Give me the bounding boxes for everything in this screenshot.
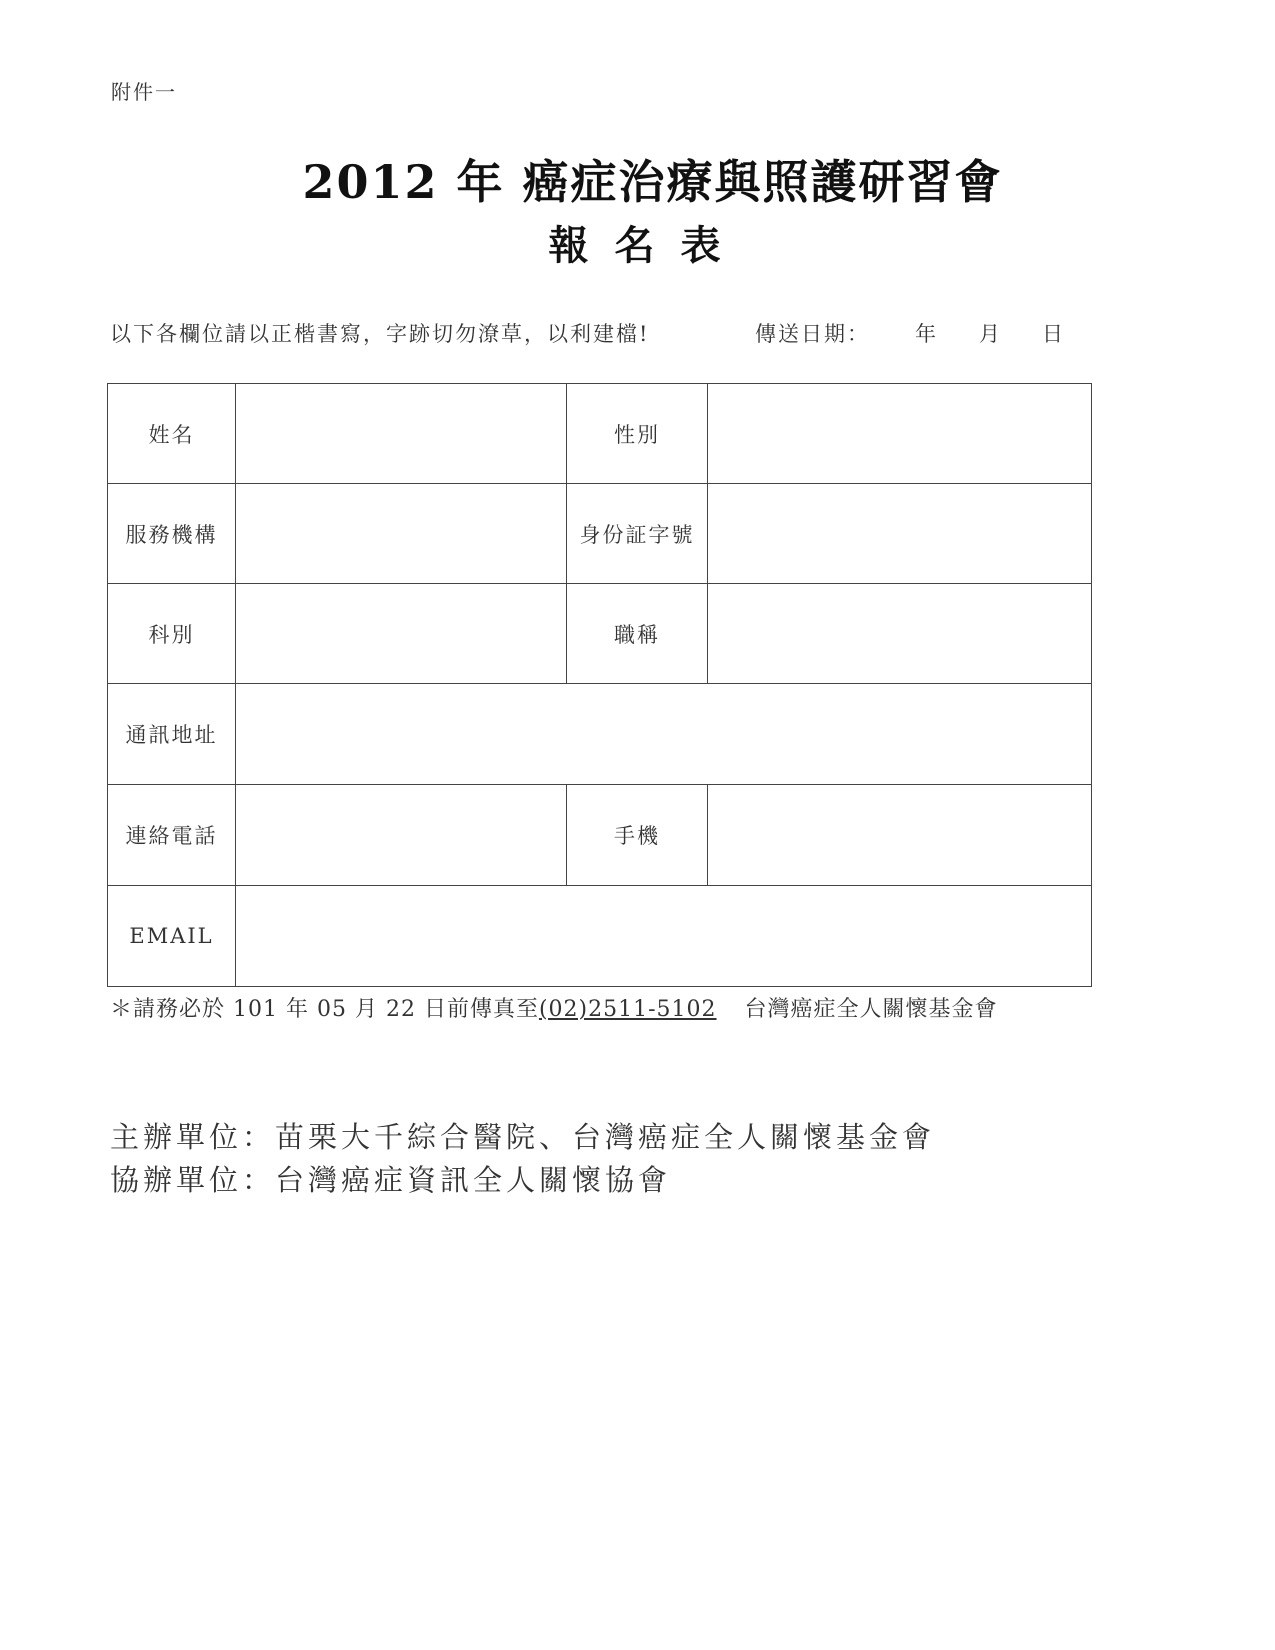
registration-form — [107, 383, 1092, 987]
gender-field[interactable] — [708, 384, 1092, 484]
send-date — [755, 318, 1065, 348]
department-label: 科別 — [108, 584, 236, 684]
org-label: 服務機構 — [108, 484, 236, 584]
name-label: 姓名 — [108, 384, 236, 484]
org-field[interactable] — [236, 484, 567, 584]
phone-label: 連絡電話 — [108, 785, 236, 886]
job-title-label: 職稱 — [567, 584, 708, 684]
form-subtitle: 報名表 — [548, 222, 747, 269]
id-number-field[interactable] — [708, 484, 1092, 584]
annex-label: 附件一 — [111, 80, 177, 104]
mobile-field[interactable] — [708, 785, 1092, 886]
fax-number: (02)2511-5102 — [538, 997, 717, 1022]
email-field[interactable] — [236, 886, 1092, 987]
id-number-label: 身份証字號 — [567, 484, 708, 584]
email-label: EMAIL — [108, 886, 236, 987]
address-field[interactable] — [236, 684, 1092, 785]
department-field[interactable] — [236, 584, 567, 684]
send-date-label: 傳送日期： — [755, 322, 870, 346]
fax-note-text: ＊請務必於 101 年 05 月 22 日前傳真至 — [110, 997, 539, 1022]
co-host-organizers: 協辦單位：台灣癌症資訊全人關懷協會 — [110, 1163, 672, 1197]
address-label: 通訊地址 — [108, 684, 236, 785]
phone-field[interactable] — [236, 785, 567, 886]
date-year: 年 — [915, 322, 938, 346]
form-title: 2012 年 癌症治療與照護研習會 — [302, 155, 1003, 209]
instruction-text: 以下各欄位請以正楷書寫，字跡切勿潦草，以利建檔! — [110, 322, 650, 346]
host-organizers: 主辦單位：苗栗大千綜合醫院、台灣癌症全人關懷基金會 — [110, 1120, 936, 1154]
gender-label: 性別 — [567, 384, 708, 484]
fax-note-org: 台灣癌症全人關懷基金會 — [744, 997, 998, 1022]
fax-note — [110, 992, 998, 1023]
date-month: 月 — [979, 322, 1002, 346]
date-day: 日 — [1042, 322, 1065, 346]
job-title-field[interactable] — [708, 584, 1092, 684]
mobile-label: 手機 — [567, 785, 708, 886]
name-field[interactable] — [236, 384, 567, 484]
